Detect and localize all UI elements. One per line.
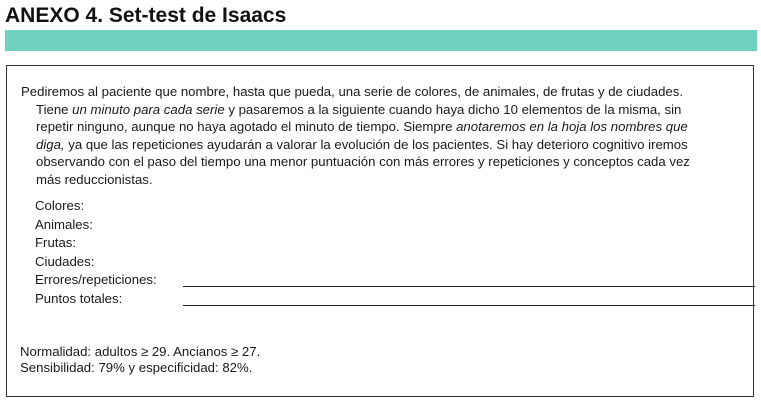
instructions-emphasis-1: un minuto para cada serie	[72, 101, 225, 117]
instructions-paragraph	[21, 83, 711, 188]
errores-answer-line[interactable]	[183, 286, 755, 287]
field-errores	[35, 271, 735, 290]
field-label-colores: Colores:	[35, 198, 85, 213]
field-label-frutas: Frutas:	[35, 235, 77, 251]
field-frutas	[35, 234, 735, 253]
content-box	[6, 65, 754, 397]
page-title: ANEXO 4. Set-test de Isaacs	[5, 4, 287, 27]
instructions-emphasis-2: anotaremos en la hoja los nombres que diga,	[36, 119, 688, 152]
field-label-errores: Errores/repeticiones:	[35, 272, 157, 288]
field-label-animales: Animales:	[35, 216, 93, 232]
instructions-first-line: Pediremos al paciente que nombre, hasta que pueda, una serie de colores, de animales, de frutas y de ciudades.	[21, 84, 683, 99]
instructions-text-3: ya que las repeticiones ayudarán a valorar la evolución de los pacientes. Si hay deterioro cognitivo iremos observando con el paso del tiempo una menor puntuación con más errores y repeticiones y conceptos cada vez más reduccionistas.	[36, 136, 690, 187]
normality-note: Normalidad: adultos ≥ 29. Ancianos ≥ 27.	[20, 344, 261, 359]
field-animales	[35, 216, 735, 235]
field-ciudades	[35, 253, 735, 272]
instructions-text-1: Tiene	[36, 101, 73, 117]
instructions-body	[21, 101, 711, 189]
puntos-answer-line[interactable]	[183, 305, 755, 306]
field-puntos	[35, 290, 735, 309]
accent-bar	[5, 30, 757, 51]
field-colores	[35, 197, 735, 216]
sensitivity-note: Sensibilidad: 79% y especificidad: 82%.	[20, 360, 253, 375]
answer-fields	[35, 197, 735, 309]
field-label-puntos: Puntos totales:	[35, 290, 123, 306]
field-label-ciudades: Ciudades:	[35, 253, 95, 269]
reference-values	[20, 344, 260, 376]
instructions-text-2: y pasaremos a la siguiente cuando haya dicho 10 elementos de la misma, sin repetir ninguno, aunque no haya agotado el minuto de tiempo. Siempre	[36, 101, 682, 134]
